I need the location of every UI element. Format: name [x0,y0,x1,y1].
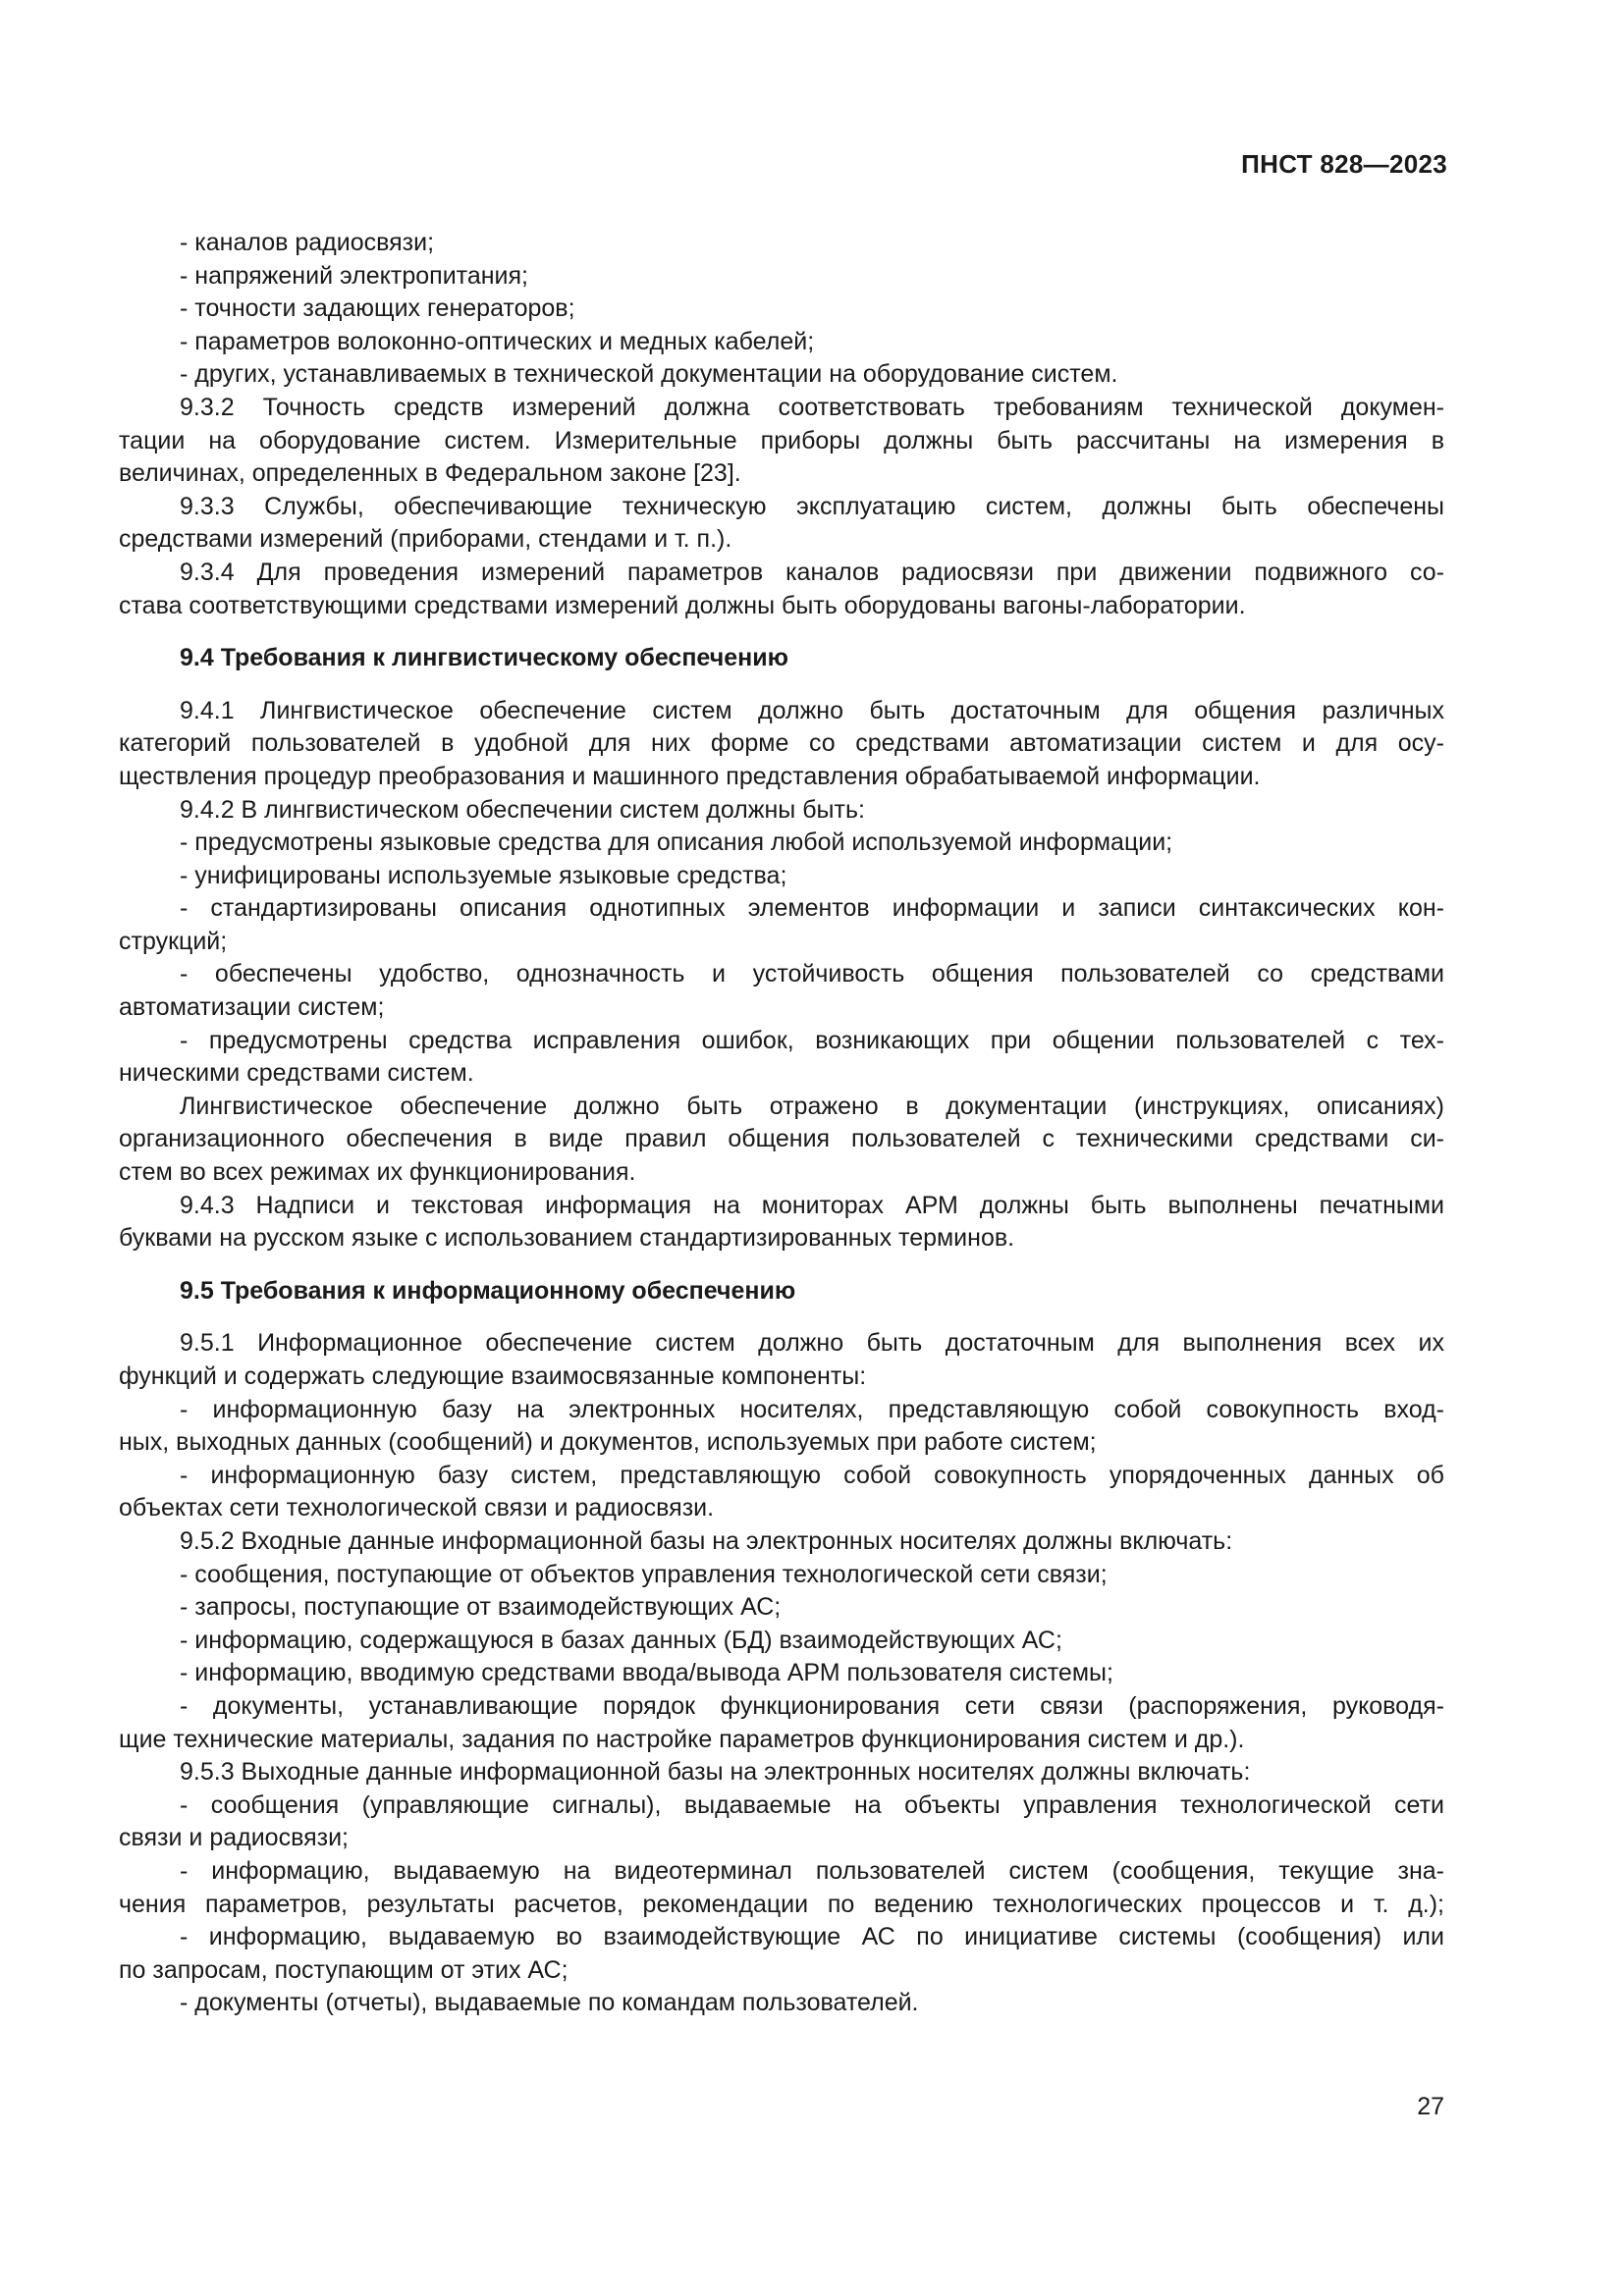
text-line: - сообщения (управляющие сигналы), выдаваемые на объекты управления технологической сети [180,1790,1444,1819]
text-line: 9.5.2 Входные данные информационной базы на электронных носителях должны включать: [180,1526,1233,1555]
text-line: става соответствующими средствами измерений должны быть оборудованы вагоны-лаборатории. [119,591,1246,619]
paragraph [119,1327,1444,1525]
paragraph [119,227,1444,392]
text-line: по запросам, поступающим от этих АС; [119,1955,568,1984]
text-line: - каналов радиосвязи; [180,229,435,256]
text-line: 9.5.3 Выходные данные информационной базы на электронных носителях должны включать: [180,1758,1251,1787]
document-body [119,227,1444,2020]
text-line: щие технические материалы, задания по настройке параметров функционирования систем и др.). [119,1725,1245,1753]
section-heading: 9.4 Требования к лингвистическому обеспечению [180,644,788,672]
text-line: организационного обеспечения в виде правил общения пользователей с техническими средствами си- [119,1125,1444,1153]
text-line: связи и радиосвязи; [119,1824,349,1852]
text-line: 9.5.1 Информационное обеспечение систем должно быть достаточным для выполнения всех их [180,1329,1444,1358]
text-line: - документы (отчеты), выдаваемые по командам пользователей. [180,1989,919,2017]
text-line: - сообщения, поступающие от объектов управления технологической сети связи; [180,1560,1108,1588]
text-line: - информацию, выдаваемую на видеотерминал пользователей систем (сообщения, текущие зна- [180,1856,1444,1885]
text-line: - информационную базу на электронных носителях, представляющую собой совокупность вход- [180,1395,1444,1423]
text-line: категорий пользователей в удобной для них форме со средствами автоматизации систем и для осу- [119,729,1444,758]
text-line: Лингвистическое обеспечение должно быть отражено в документации (инструкциях, описаниях) [180,1092,1444,1120]
text-line: объектах сети технологической связи и радиосвязи. [119,1494,715,1522]
text-line: - стандартизированы описания однотипных элементов информации и записи синтаксических кон- [180,894,1444,923]
text-line: - точности задающих генераторов; [180,294,575,323]
text-line: автоматизации систем; [119,993,385,1022]
document-code: ПНСТ 828—2023 [1241,149,1447,179]
text-line: средствами измерений (приборами, стендами и т. п.). [119,525,732,554]
text-line: 9.3.4 Для проведения измерений параметров каналов радиосвязи при движении подвижного со- [180,558,1444,586]
text-line: буквами на русском языке с использованием стандартизированных терминов. [119,1224,1015,1253]
text-line: - информацию, выдаваемую во взаимодействующие АС по инициативе системы (сообщения) или [180,1923,1444,1951]
text-line: - предусмотрены языковые средства для описания любой используемой информации; [180,828,1173,857]
text-line: чения параметров, результаты расчетов, рекомендации по ведению технологических процессов и т. д.); [119,1890,1444,1918]
paragraph [119,1756,1444,2020]
text-line: 9.3.3 Службы, обеспечивающие техническую эксплуатацию систем, должны быть обеспечены [180,492,1444,520]
text-line: 9.4.3 Надписи и текстовая информация на мониторах АРМ должны быть выполнены печатными [180,1191,1444,1219]
text-line: величинах, определенных в Федеральном законе [23]. [119,459,741,488]
text-line: 9.3.2 Точность средств измерений должна соответствовать требованиям технической докумен- [180,393,1444,421]
text-line: - информационную базу систем, представляющую собой совокупность упорядоченных данных об [180,1461,1444,1489]
text-line: тации на оборудование систем. Измерительные приборы должны быть рассчитаны на измерения в [119,426,1444,454]
text-line: стем во всех режимах их функционирования. [119,1158,636,1187]
text-line: - напряжений электропитания; [180,261,528,290]
text-line: - документы, устанавливающие порядок функционирования сети связи (распоряжения, руководя- [180,1691,1444,1720]
text-line: - предусмотрены средства исправления ошибок, возникающих при общении пользователей с тех- [180,1026,1444,1054]
text-line: - запросы, поступающие от взаимодействующих АС; [180,1593,782,1622]
text-line: ническими средствами систем. [119,1059,474,1088]
paragraph [119,1190,1444,1255]
section-heading: 9.5 Требования к информационному обеспечению [180,1276,796,1305]
text-line: - параметров волоконно-оптических и медных кабелей; [180,327,815,355]
paragraph [119,794,1444,1091]
text-line: ных, выходных данных (сообщений) и документов, используемых при работе систем; [119,1428,1097,1457]
text-line: - обеспечены удобство, однозначность и устойчивость общения пользователей со средствами [180,960,1444,988]
text-line: 9.4.2 В лингвистическом обеспечении систем должны быть: [180,795,865,824]
paragraph [119,1091,1444,1190]
text-line: - других, устанавливаемых в технической документации на оборудование систем. [180,360,1118,389]
text-line: функций и содержать следующие взаимосвязанные компоненты: [119,1362,867,1390]
text-line: - информацию, вводимую средствами ввода/вывода АРМ пользователя системы; [180,1659,1113,1687]
text-line: 9.4.1 Лингвистическое обеспечение систем должно быть достаточным для общения различных [180,696,1444,724]
text-line: ществления процедур преобразования и машинного представления обрабатываемой информации. [119,762,1261,790]
text-line: - унифицированы используемые языковые средства; [180,861,787,889]
text-line: струкций; [119,927,228,955]
paragraph [119,557,1444,622]
paragraph [119,695,1444,794]
paragraph [119,491,1444,557]
paragraph [119,1525,1444,1756]
text-line: - информацию, содержащуюся в базах данных (БД) взаимодействующих АС; [180,1626,1062,1654]
page-number: 27 [1417,2093,1444,2120]
paragraph [119,392,1444,491]
